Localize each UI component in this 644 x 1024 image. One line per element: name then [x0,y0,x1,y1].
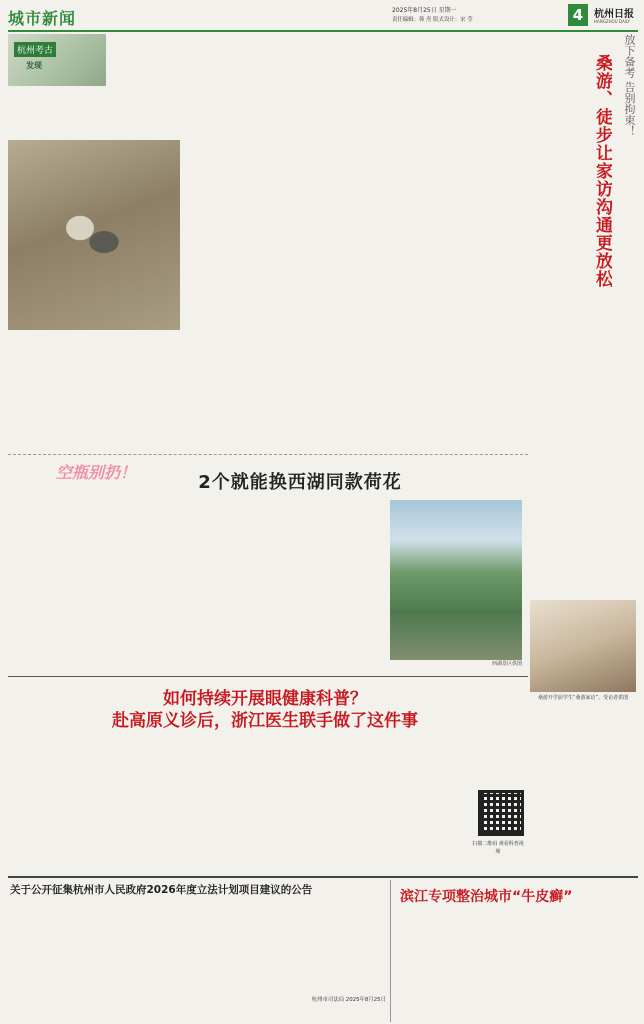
banner-tag-2: 发现 [26,61,42,70]
section-divider [8,454,528,455]
column-divider [390,880,391,1022]
masthead-sub: HANGZHOU DAILY [594,19,630,24]
page-header [392,3,640,29]
excavation-photo [8,140,180,330]
header-rule [8,30,638,32]
section-divider [8,876,638,878]
home-visit-photo [530,600,636,692]
article-headline: 2个就能换西湖同款荷花 [198,472,402,493]
section-divider [8,676,528,677]
column-banner [8,34,106,86]
section-title: 城市新闻 [8,9,77,28]
qr-caption: 扫描二维码 观看科普视频 [472,841,524,855]
article-kicker: 空瓶别扔！ [56,463,137,482]
photo-figures [48,200,128,270]
article-subheadline: 赴高原义诊后，浙江医生联手做了这件事 [112,711,418,730]
feature-kicker: 放下备考 告别拘束！ [623,34,636,137]
page-number: 4 [568,4,588,26]
section-header [8,6,128,30]
article-headline: 滨江专项整治城市“牛皮癣” [400,889,573,905]
banner-tag: 杭州考古 [14,42,56,57]
notice-signature: 杭州市司法局 2025年8月25日 [311,997,386,1003]
masthead: 杭州日报 [594,9,634,20]
feature-headline: 桑游、徒步让家访沟通更放松 [592,54,612,288]
editor-line: 责任编辑：韩 焘 版式设计：宋 莹 [392,17,473,23]
photo-caption: 西湖景区供图 [491,661,522,667]
qr-code-icon[interactable] [478,790,524,836]
notice-title: 关于公开征集杭州市人民政府2026年度立法计划项目建议的公告 [10,884,313,896]
article-headline: 如何持续开展眼健康科普？ [163,689,367,706]
lotus-event-photo [390,500,522,660]
issue-date: 2025年8月25日 星期一 [392,7,457,14]
photo-caption: 桑游开学前学生“桑游家访”。受访者供图 [537,695,629,701]
